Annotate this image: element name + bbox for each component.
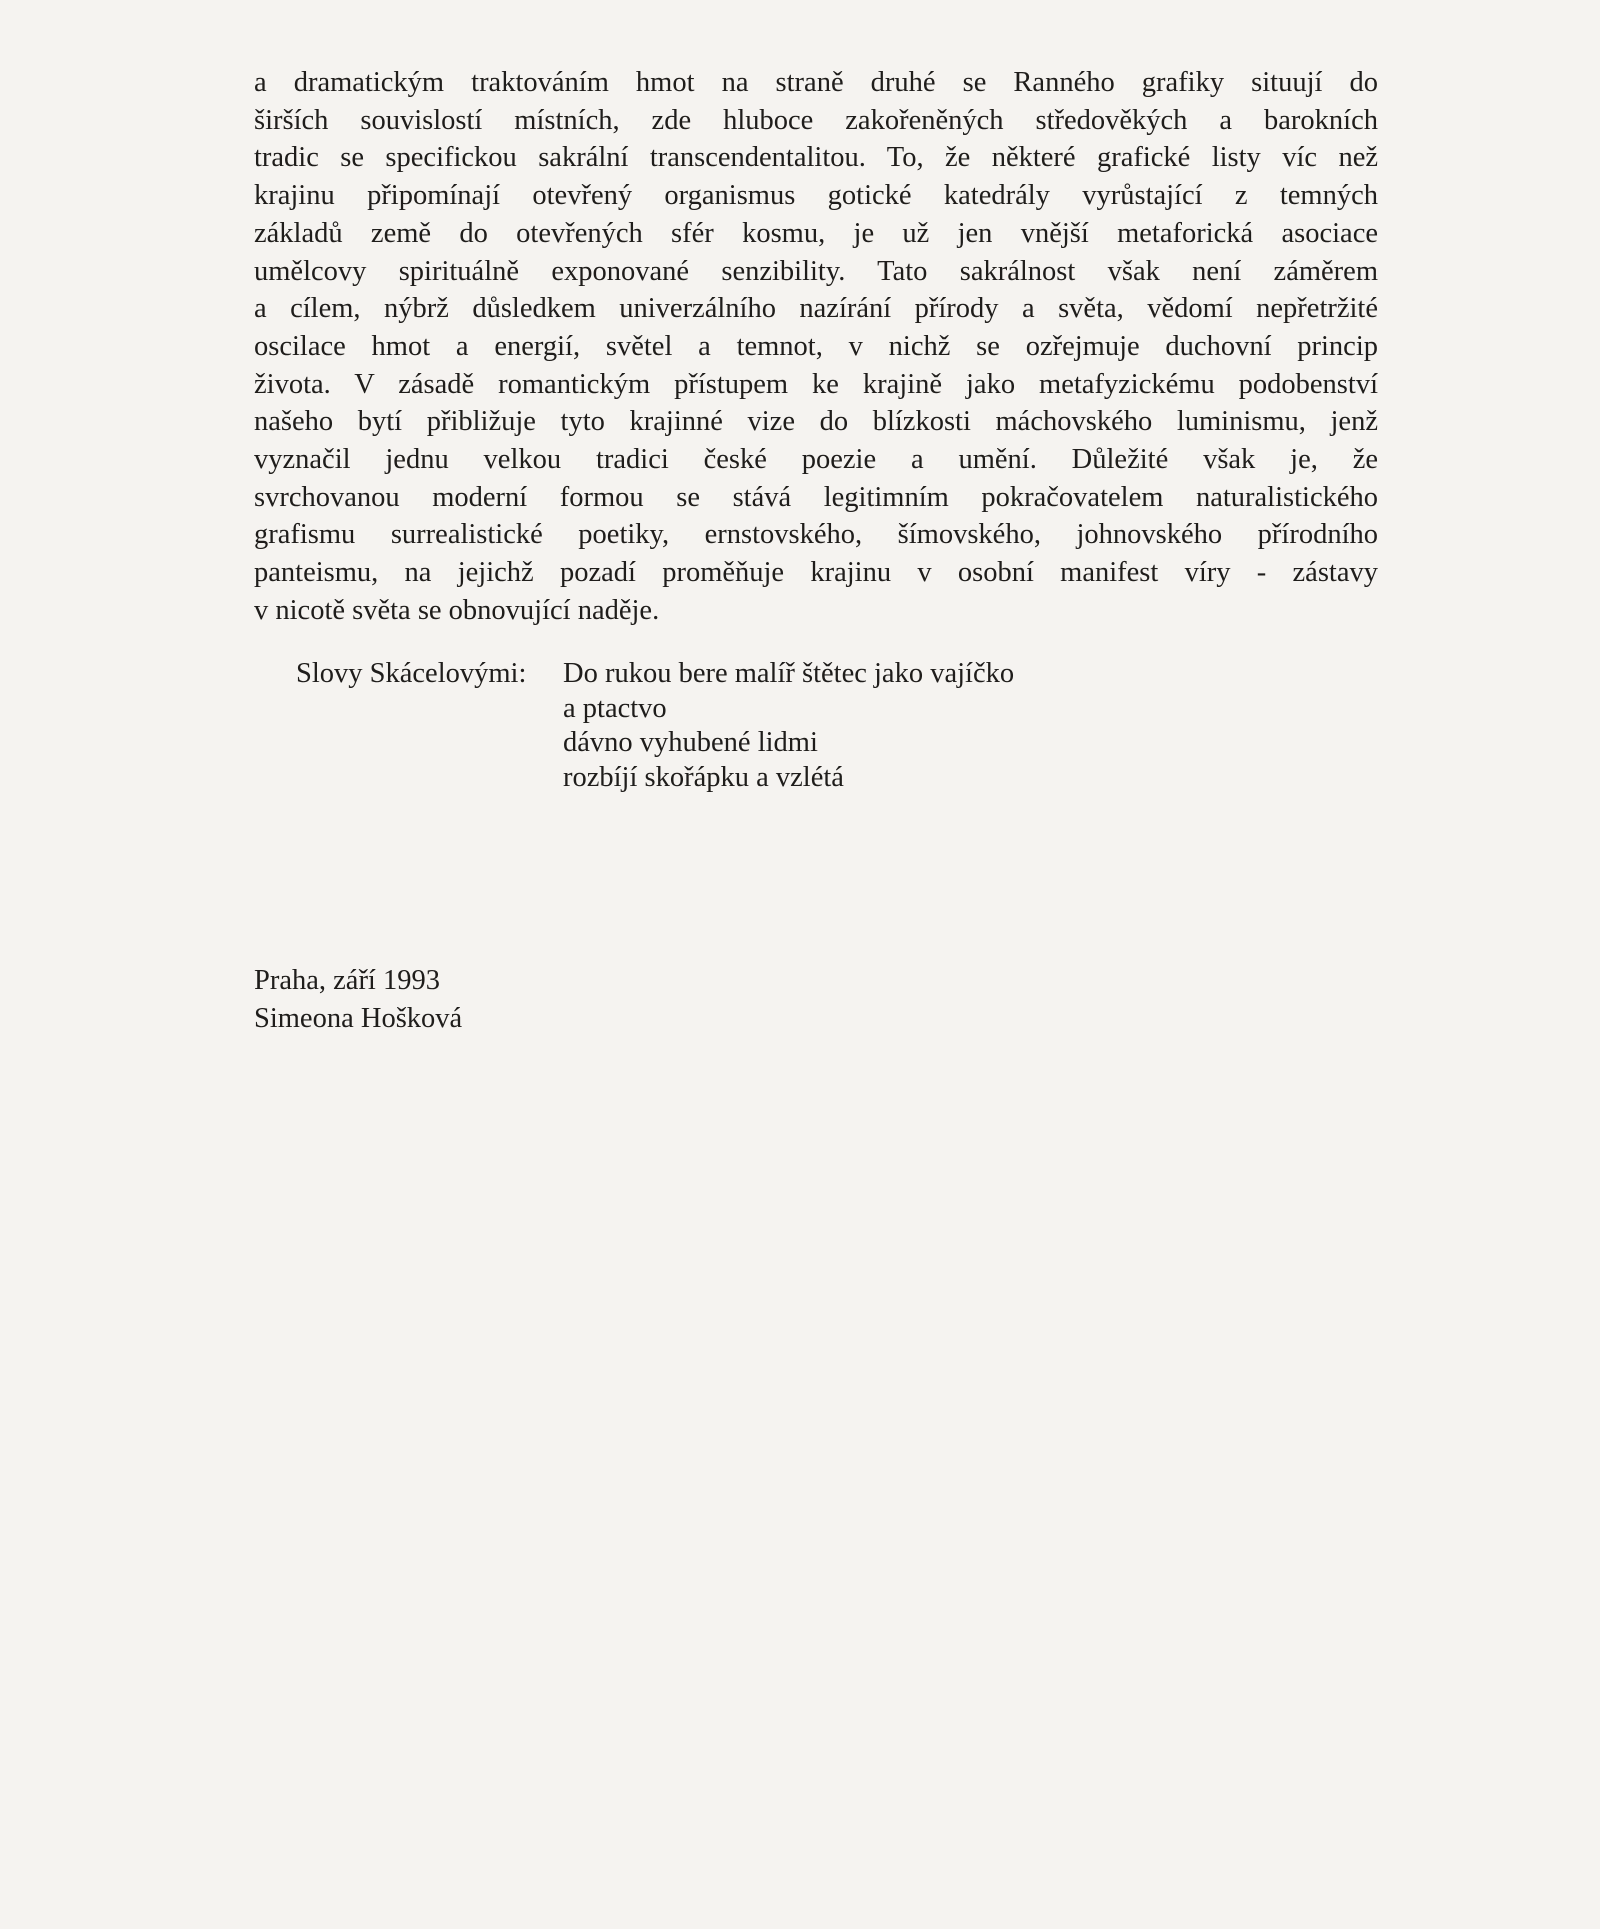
- body-paragraph: [254, 64, 1378, 630]
- paragraph-line: života. V zásadě romantickým přístupem ke krajině jako metafyzickému podobenství: [254, 368, 1378, 400]
- paragraph-line: tradic se specifickou sakrální transcendentalitou. To, že některé grafické listy víc než: [254, 142, 1378, 174]
- paragraph-line: základů země do otevřených sfér kosmu, je už jen vnější metaforická asociace: [254, 217, 1378, 249]
- quote-attribution: Slovy Skácelovými:: [296, 658, 527, 689]
- paragraph-line: našeho bytí přibližuje tyto krajinné vize do blízkosti máchovského luminismu, jenž: [254, 406, 1378, 438]
- author-name: Simeona Hošková: [254, 1003, 463, 1034]
- verse-line: dávno vyhubené lidmi: [563, 727, 818, 758]
- paragraph-line: grafismu surrealistické poetiky, ernstovského, šímovského, johnovského přírodního: [254, 519, 1378, 551]
- paragraph-line: umělcovy spirituálně exponované senzibility. Tato sakrálnost však není záměrem: [254, 255, 1378, 287]
- paragraph-line: svrchovanou moderní formou se stává legitimním pokračovatelem naturalistického: [254, 481, 1378, 513]
- verse-line: a ptactvo: [563, 692, 667, 724]
- place-date: Praha, září 1993: [254, 965, 440, 996]
- paragraph-line: vyznačil jednu velkou tradici české poezie a umění. Důležité však je, že: [254, 444, 1378, 476]
- signature-block: [254, 962, 462, 1038]
- paragraph-line: a dramatickým traktováním hmot na straně druhé se Ranného grafiky situují do: [254, 67, 1378, 98]
- paragraph-line: v nicotě světa se obnovující naděje.: [254, 594, 660, 626]
- paragraph-line: širších souvislostí místních, zde hluboce zakořeněných středověkých a barokních: [254, 104, 1378, 136]
- paragraph-line: panteismu, na jejichž pozadí proměňuje krajinu v osobní manifest víry - zástavy: [254, 557, 1378, 589]
- verse-line: Do rukou bere malíř štětec jako vajíčko: [563, 658, 1015, 689]
- paragraph-line: oscilace hmot a energií, světel a temnot, v nichž se ozřejmuje duchovní princip: [254, 330, 1378, 362]
- paragraph-line: a cílem, nýbrž důsledkem univerzálního nazírání přírody a světa, vědomí nepřetržité: [254, 293, 1378, 325]
- paragraph-line: krajinu připomínají otevřený organismus gotické katedrály vyrůstající z temných: [254, 180, 1378, 212]
- verse-line: rozbíjí skořápku a vzlétá: [563, 761, 844, 793]
- poem-verse: [563, 657, 1014, 795]
